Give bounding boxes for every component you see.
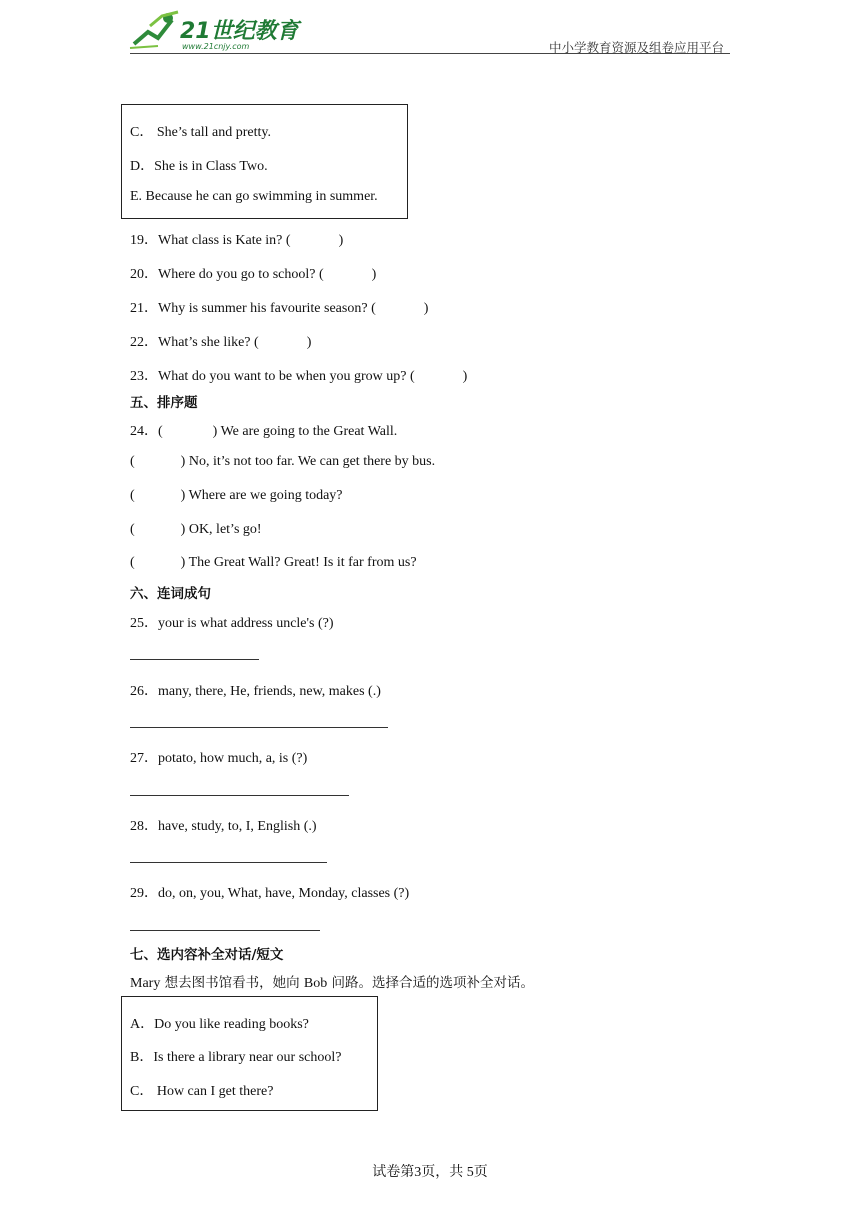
ordering-line-1: 24．( ) We are going to the Great Wall. xyxy=(130,424,398,439)
question-21: 21．Why is summer his favourite season? ( ) xyxy=(130,301,429,316)
answer-blank-25[interactable] xyxy=(130,659,259,660)
ordering-line-5: ( ) The Great Wall? Great! Is it far from us? xyxy=(130,555,417,570)
header-divider xyxy=(130,53,730,54)
svg-text:21世纪教育: 21世纪教育 xyxy=(180,19,299,44)
section-7-intro: Mary 想去图书馆看书，她向 Bob 问路。选择合适的选项补全对话。 xyxy=(130,975,535,991)
svg-text:www.21cnjy.com: www.21cnjy.com xyxy=(182,42,250,51)
page-header xyxy=(128,6,730,56)
question-25: 25．your is what address uncle's (?) xyxy=(130,616,334,631)
ordering-line-3: ( ) Where are we going today? xyxy=(130,488,343,503)
option-d: D．She is in Class Two. xyxy=(130,159,268,174)
options-box-bottom xyxy=(121,996,378,1111)
answer-blank-27[interactable] xyxy=(130,795,349,796)
question-20: 20．Where do you go to school? ( ) xyxy=(130,267,377,282)
section-7-title: 七、选内容补全对话/短文 xyxy=(130,947,284,963)
question-26: 26．many, there, He, friends, new, makes (.) xyxy=(130,684,381,699)
question-29: 29．do, on, you, What, have, Monday, classes (?) xyxy=(130,886,410,901)
section-5-title: 五、排序题 xyxy=(130,395,198,411)
ordering-line-4: ( ) OK, let’s go! xyxy=(130,522,262,537)
runner-logo-icon xyxy=(128,6,318,52)
question-28: 28．have, study, to, I, English (.) xyxy=(130,819,317,834)
section-6-title: 六、连词成句 xyxy=(130,586,211,602)
question-22: 22．What’s she like? ( ) xyxy=(130,335,312,350)
platform-name: 中小学教育资源及组卷应用平台 xyxy=(548,40,724,55)
ordering-line-2: ( ) No, it’s not too far. We can get there by bus. xyxy=(130,454,436,469)
question-19: 19．What class is Kate in? ( ) xyxy=(130,233,344,248)
option-a: A．Do you like reading books? xyxy=(130,1017,309,1032)
question-27: 27．potato, how much, a, is (?) xyxy=(130,751,308,766)
answer-blank-29[interactable] xyxy=(130,930,320,931)
option-c-bottom: C． How can I get there? xyxy=(130,1084,274,1099)
page-footer: 试卷第3页，共 5页 xyxy=(372,1165,488,1180)
option-b: B．Is there a library near our school? xyxy=(130,1050,342,1065)
answer-blank-28[interactable] xyxy=(130,862,327,863)
site-logo xyxy=(128,6,318,52)
option-e: E. Because he can go swimming in summer. xyxy=(130,189,378,204)
option-c: C． She’s tall and pretty. xyxy=(130,125,272,140)
question-23: 23．What do you want to be when you grow up? ( ) xyxy=(130,369,468,384)
options-box-top xyxy=(121,104,408,219)
answer-blank-26[interactable] xyxy=(130,727,388,728)
